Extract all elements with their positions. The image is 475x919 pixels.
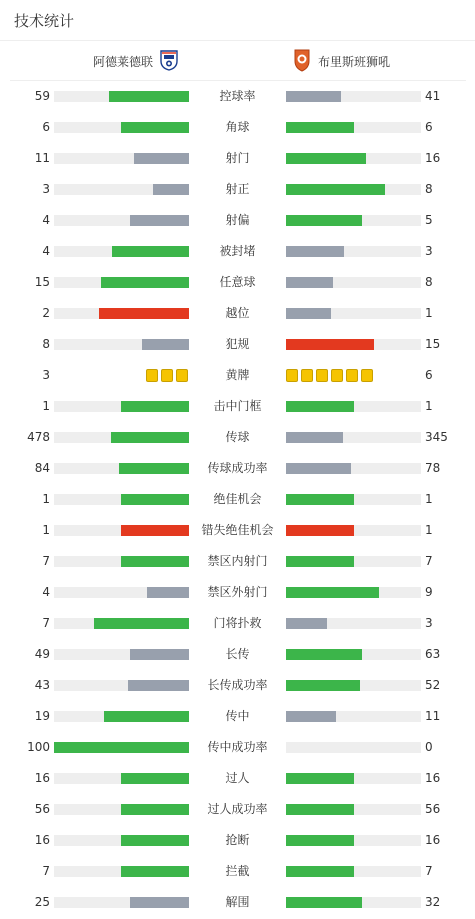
away-value: 6 xyxy=(425,368,433,382)
away-bar-track xyxy=(286,804,421,815)
home-value: 1 xyxy=(42,492,50,506)
away-value: 345 xyxy=(425,430,448,444)
home-bar xyxy=(121,525,189,536)
home-bar xyxy=(104,711,189,722)
home-bar xyxy=(121,122,189,133)
away-bar xyxy=(286,773,354,784)
away-bar-track xyxy=(286,246,421,257)
away-bar xyxy=(286,494,354,505)
stat-row xyxy=(0,298,475,329)
away-value: 15 xyxy=(425,337,441,351)
away-bar xyxy=(286,308,331,319)
away-value: 8 xyxy=(425,275,433,289)
away-value: 52 xyxy=(425,678,441,692)
yellow-card-icon xyxy=(176,369,188,382)
yellow-card-icon xyxy=(286,369,298,382)
stat-label: 传球成功率 xyxy=(207,461,268,475)
home-bar-track xyxy=(54,897,189,908)
stat-label: 绝佳机会 xyxy=(213,492,262,506)
home-value: 84 xyxy=(34,461,50,475)
away-value: 56 xyxy=(425,802,441,816)
away-value: 1 xyxy=(425,492,433,506)
home-team[interactable] xyxy=(93,51,179,71)
home-value: 7 xyxy=(42,864,50,878)
stat-label: 角球 xyxy=(225,120,250,134)
home-bar-track xyxy=(54,773,189,784)
stat-row xyxy=(0,112,475,143)
stat-label: 长传 xyxy=(225,647,250,661)
home-bar xyxy=(109,91,189,102)
home-value: 49 xyxy=(34,647,50,661)
stat-row xyxy=(0,267,475,298)
home-bar xyxy=(134,153,189,164)
away-bar xyxy=(286,649,362,660)
away-bar xyxy=(286,122,354,133)
home-value: 19 xyxy=(34,709,50,723)
stat-label: 射正 xyxy=(225,182,250,196)
stat-label: 禁区外射门 xyxy=(207,585,268,599)
home-bar-track xyxy=(54,649,189,660)
away-value: 7 xyxy=(425,554,433,568)
stat-row xyxy=(0,174,475,205)
away-value: 1 xyxy=(425,306,433,320)
home-bar-track xyxy=(54,215,189,226)
away-bar-track xyxy=(286,91,421,102)
away-value: 16 xyxy=(425,833,441,847)
home-bar-track xyxy=(54,339,189,350)
stat-row xyxy=(0,143,475,174)
away-bar-track xyxy=(286,277,421,288)
away-bar-track xyxy=(286,339,421,350)
away-bar-track xyxy=(286,308,421,319)
home-bar-track xyxy=(54,556,189,567)
away-bar-track xyxy=(286,618,421,629)
stat-row xyxy=(0,763,475,794)
home-value: 7 xyxy=(42,616,50,630)
away-bar xyxy=(286,525,354,536)
home-bar-track xyxy=(54,866,189,877)
home-value: 8 xyxy=(42,337,50,351)
away-value: 3 xyxy=(425,616,433,630)
home-bar xyxy=(121,401,189,412)
stat-row xyxy=(0,825,475,856)
section-title: 技术统计 xyxy=(14,12,75,30)
away-bar-track xyxy=(286,897,421,908)
away-value: 3 xyxy=(425,244,433,258)
yellow-card-icon xyxy=(146,369,158,382)
away-bar-track xyxy=(286,773,421,784)
home-bar-track xyxy=(54,618,189,629)
yellow-card-icon xyxy=(301,369,313,382)
stat-label: 传球 xyxy=(225,430,250,444)
stat-label: 击中门框 xyxy=(213,399,262,413)
stat-row xyxy=(0,577,475,608)
home-bar xyxy=(147,587,189,598)
away-bar-track xyxy=(286,711,421,722)
stat-label: 控球率 xyxy=(219,89,256,103)
away-bar xyxy=(286,277,333,288)
home-bar-track xyxy=(54,587,189,598)
stat-row xyxy=(0,329,475,360)
away-bar xyxy=(286,587,379,598)
away-bar-track xyxy=(286,494,421,505)
home-bar xyxy=(130,649,189,660)
away-bar-track xyxy=(286,680,421,691)
stat-label: 传中 xyxy=(225,709,250,723)
stats-list xyxy=(0,81,475,918)
away-value: 5 xyxy=(425,213,433,227)
away-value: 63 xyxy=(425,647,441,661)
home-bar xyxy=(101,277,189,288)
away-value: 78 xyxy=(425,461,441,475)
home-value: 1 xyxy=(42,523,50,537)
away-value: 11 xyxy=(425,709,441,723)
home-bar xyxy=(130,897,189,908)
home-bar xyxy=(121,866,189,877)
yellow-card-icon xyxy=(346,369,358,382)
stat-label: 禁区内射门 xyxy=(207,554,268,568)
home-bar-track xyxy=(54,463,189,474)
away-bar xyxy=(286,91,341,102)
stat-row xyxy=(0,236,475,267)
stat-label: 黄牌 xyxy=(225,368,250,382)
home-bar xyxy=(121,556,189,567)
stat-row xyxy=(0,453,475,484)
away-bar xyxy=(286,835,354,846)
home-bar xyxy=(130,215,189,226)
away-bar xyxy=(286,711,336,722)
stat-label: 任意球 xyxy=(219,275,256,289)
away-bar-track xyxy=(286,742,421,753)
home-bar xyxy=(142,339,189,350)
away-bar xyxy=(286,339,374,350)
away-bar xyxy=(286,184,385,195)
stat-label: 传中成功率 xyxy=(207,740,268,754)
home-bar xyxy=(94,618,189,629)
stat-row xyxy=(0,794,475,825)
yellow-card-icon xyxy=(316,369,328,382)
stat-row xyxy=(0,608,475,639)
away-value: 6 xyxy=(425,120,433,134)
home-bar xyxy=(119,463,189,474)
home-bar-track xyxy=(54,680,189,691)
home-value: 100 xyxy=(27,740,50,754)
away-bar-track xyxy=(286,153,421,164)
away-team[interactable] xyxy=(292,49,390,73)
home-bar-track xyxy=(54,122,189,133)
away-bar-track xyxy=(286,122,421,133)
stat-label: 射门 xyxy=(225,151,250,165)
stat-row xyxy=(0,670,475,701)
away-value: 32 xyxy=(425,895,441,909)
home-bar-track xyxy=(54,804,189,815)
home-bar-track xyxy=(54,153,189,164)
home-value: 16 xyxy=(34,833,50,847)
away-value: 41 xyxy=(425,89,441,103)
away-bar-track xyxy=(286,649,421,660)
yellow-card-icon xyxy=(161,369,173,382)
home-bar-track xyxy=(54,184,189,195)
home-value: 4 xyxy=(42,213,50,227)
away-value: 1 xyxy=(425,523,433,537)
stat-row xyxy=(0,205,475,236)
away-value: 7 xyxy=(425,864,433,878)
home-bar xyxy=(153,184,189,195)
away-bar xyxy=(286,463,351,474)
home-team-logo-icon xyxy=(159,49,179,74)
home-yellow-cards xyxy=(146,369,188,382)
home-value: 59 xyxy=(34,89,50,103)
home-value: 56 xyxy=(34,802,50,816)
home-team-name: 阿德莱德联 xyxy=(92,54,153,69)
home-bar-track xyxy=(54,494,189,505)
home-value: 3 xyxy=(42,368,50,382)
away-bar xyxy=(286,246,344,257)
stat-label: 越位 xyxy=(225,306,250,320)
stat-label: 门将扑救 xyxy=(213,616,262,630)
home-bar-track xyxy=(54,835,189,846)
away-bar-track xyxy=(286,587,421,598)
home-bar xyxy=(112,246,189,257)
teams-header xyxy=(10,41,466,81)
stat-row xyxy=(0,484,475,515)
stat-label: 犯规 xyxy=(225,337,250,351)
home-bar-track xyxy=(54,742,189,753)
home-value: 11 xyxy=(34,151,50,165)
home-value: 7 xyxy=(42,554,50,568)
stat-label: 射偏 xyxy=(225,213,250,227)
home-value: 15 xyxy=(34,275,50,289)
away-bar xyxy=(286,897,362,908)
home-value: 4 xyxy=(42,244,50,258)
stat-label: 抢断 xyxy=(225,833,250,847)
stat-label: 长传成功率 xyxy=(207,678,268,692)
stat-label: 解围 xyxy=(225,895,250,909)
stat-row xyxy=(0,732,475,763)
home-bar xyxy=(128,680,189,691)
home-bar-track xyxy=(54,525,189,536)
away-bar xyxy=(286,215,362,226)
stat-row xyxy=(0,856,475,887)
home-bar-track xyxy=(54,277,189,288)
away-value: 0 xyxy=(425,740,433,754)
stat-label: 错失绝佳机会 xyxy=(201,523,274,537)
away-bar xyxy=(286,804,354,815)
stat-row xyxy=(0,887,475,918)
away-value: 16 xyxy=(425,151,441,165)
stat-label: 过人 xyxy=(225,771,250,785)
away-bar xyxy=(286,432,343,443)
away-bar xyxy=(286,401,354,412)
away-bar xyxy=(286,680,360,691)
home-value: 1 xyxy=(42,399,50,413)
away-team-name: 布里斯班狮吼 xyxy=(318,54,391,69)
stat-row xyxy=(0,639,475,670)
home-value: 6 xyxy=(42,120,50,134)
stat-label: 拦截 xyxy=(225,864,250,878)
stat-label: 被封堵 xyxy=(219,244,256,258)
away-bar-track xyxy=(286,184,421,195)
away-value: 8 xyxy=(425,182,433,196)
away-bar-track xyxy=(286,401,421,412)
away-bar-track xyxy=(286,463,421,474)
stat-row xyxy=(0,515,475,546)
stat-row xyxy=(0,360,475,391)
home-bar-track xyxy=(54,711,189,722)
home-bar xyxy=(121,804,189,815)
yellow-card-icon xyxy=(361,369,373,382)
away-bar-track xyxy=(286,432,421,443)
away-bar xyxy=(286,153,366,164)
away-bar-track xyxy=(286,835,421,846)
away-value: 16 xyxy=(425,771,441,785)
home-bar xyxy=(121,494,189,505)
home-bar-track xyxy=(54,308,189,319)
home-bar-track xyxy=(54,401,189,412)
stat-row xyxy=(0,701,475,732)
home-value: 3 xyxy=(42,182,50,196)
yellow-card-icon xyxy=(331,369,343,382)
home-value: 25 xyxy=(34,895,50,909)
away-bar xyxy=(286,618,327,629)
stat-row xyxy=(0,391,475,422)
home-bar xyxy=(121,773,189,784)
home-value: 16 xyxy=(34,771,50,785)
stat-row xyxy=(0,546,475,577)
away-bar-track xyxy=(286,525,421,536)
home-value: 478 xyxy=(27,430,50,444)
home-value: 43 xyxy=(34,678,50,692)
stat-label: 过人成功率 xyxy=(207,802,268,816)
away-bar-track xyxy=(286,866,421,877)
stat-row xyxy=(0,422,475,453)
home-bar xyxy=(99,308,189,319)
home-bar xyxy=(111,432,189,443)
away-bar xyxy=(286,866,354,877)
home-value: 2 xyxy=(42,306,50,320)
away-yellow-cards xyxy=(286,369,373,382)
home-value: 4 xyxy=(42,585,50,599)
away-value: 1 xyxy=(425,399,433,413)
away-team-logo-icon xyxy=(292,48,312,75)
home-bar-track xyxy=(54,246,189,257)
home-bar-track xyxy=(54,432,189,443)
away-value: 9 xyxy=(425,585,433,599)
stat-row xyxy=(0,81,475,112)
away-bar-track xyxy=(286,215,421,226)
home-bar xyxy=(121,835,189,846)
away-bar-track xyxy=(286,556,421,567)
home-bar xyxy=(54,742,189,753)
home-bar-track xyxy=(54,91,189,102)
away-bar xyxy=(286,556,354,567)
